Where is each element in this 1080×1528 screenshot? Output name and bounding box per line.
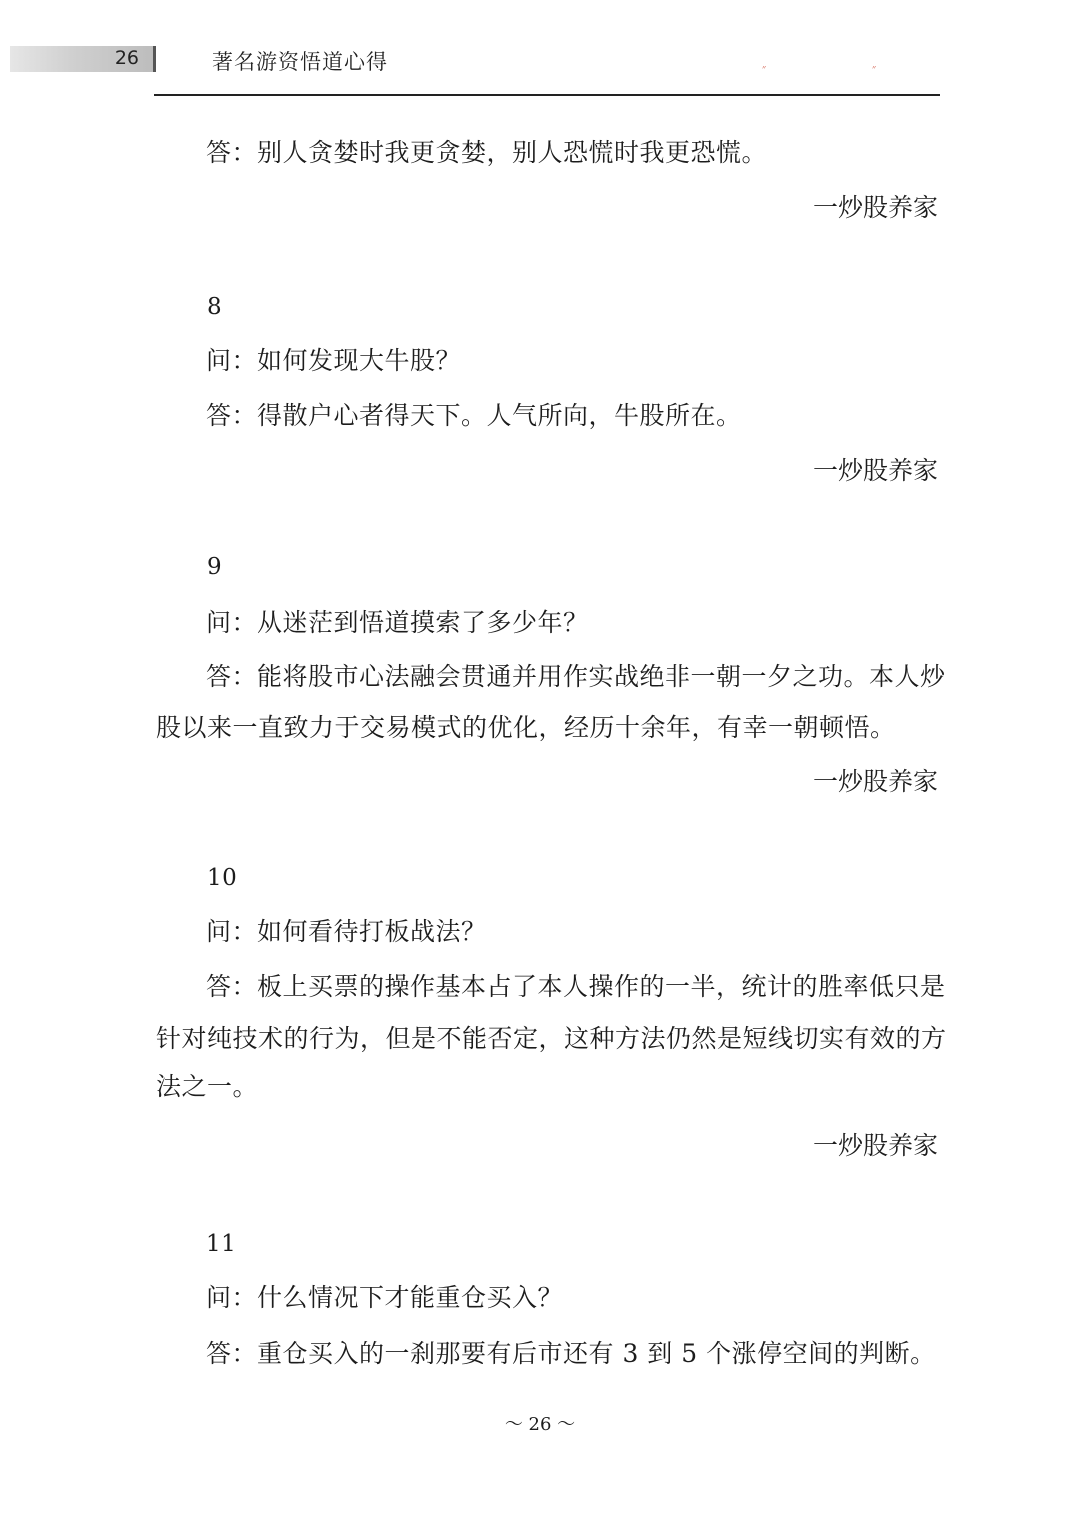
red-mark-right: ״ <box>872 62 877 75</box>
question-number: 9 <box>207 554 223 580</box>
page-number-box <box>10 46 156 72</box>
signature: 一炒股养家 <box>812 1131 938 1160</box>
answer-7: 答：别人贪婪时我更贪婪，别人恐慌时我更恐慌。 <box>206 138 768 167</box>
answer-text-continued: 股以来一直致力于交易模式的优化，经历十余年，有幸一朝顿悟。 <box>156 713 896 742</box>
signature: 一炒股养家 <box>812 456 938 485</box>
answer-text: 答：能将股市心法融会贯通并用作实战绝非一朝一夕之功。本人炒 <box>206 662 946 691</box>
question-text: 问：从迷茫到悟道摸索了多少年？ <box>206 608 589 637</box>
question-number: 11 <box>206 1231 237 1257</box>
question-text: 问：如何看待打板战法？ <box>206 917 487 946</box>
question-text: 问：什么情况下才能重仓买入？ <box>206 1283 564 1312</box>
answer-text: 答：重仓买入的一刹那要有后市还有 3 到 5 个涨停空间的判断。 <box>206 1339 936 1368</box>
answer-text-continued: 法之一。 <box>156 1072 259 1101</box>
red-mark-left: ״ <box>762 62 767 75</box>
answer-text-continued: 针对纯技术的行为，但是不能否定，这种方法仍然是短线切实有效的方 <box>156 1024 947 1053</box>
header-divider <box>154 94 940 96</box>
answer-text: 答：板上买票的操作基本占了本人操作的一半，统计的胜率低只是 <box>206 972 946 1001</box>
signature: 一炒股养家 <box>812 767 938 796</box>
question-text: 问：如何发现大牛股？ <box>206 346 462 375</box>
question-number: 8 <box>207 294 223 320</box>
header-page-number: 26 <box>114 47 139 69</box>
book-title: 著名游资悟道心得 <box>212 50 388 74</box>
signature: 一炒股养家 <box>812 193 938 222</box>
answer-text: 答：得散户心者得天下。人气所向，牛股所在。 <box>206 401 742 430</box>
question-number: 10 <box>207 865 238 891</box>
footer-page-number: ～ 26 ～ <box>504 1414 576 1435</box>
